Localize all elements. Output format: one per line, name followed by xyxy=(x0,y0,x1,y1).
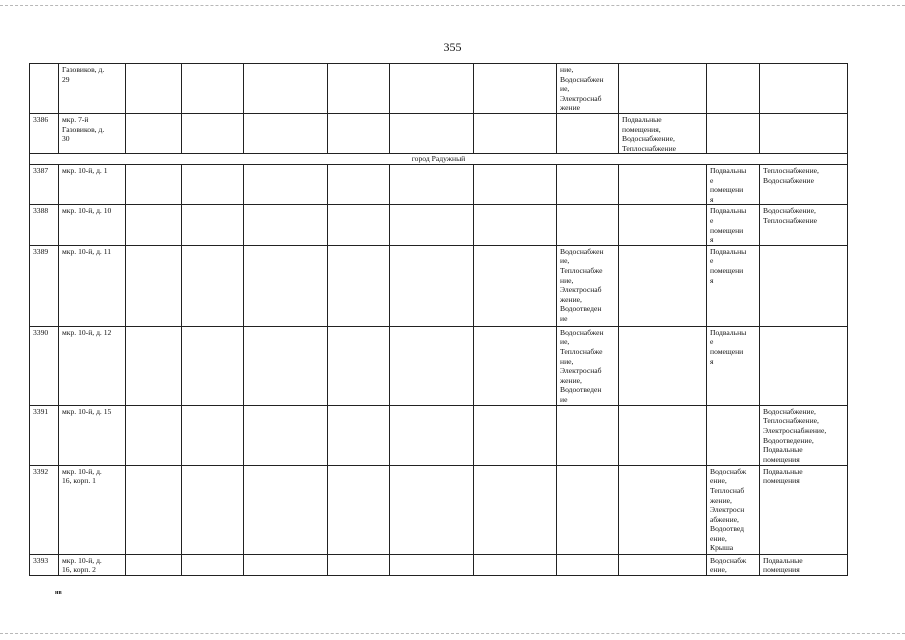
table-row xyxy=(30,465,848,554)
cell-col-9: Водоснабжен ие, Теплоснабже ние, Электроснаб жение, Водоотведен ие xyxy=(557,326,619,405)
cell-col-7 xyxy=(390,326,474,405)
cell-col-5 xyxy=(244,554,328,575)
cell-col-8 xyxy=(474,64,557,114)
table-row xyxy=(30,164,848,204)
cell-col-4 xyxy=(182,245,244,326)
section-title: город Радужный xyxy=(30,154,848,165)
cell-col-12: Водоснабжение, Теплоснабжение, Электроснабжение, Водоотведение, Подвальные помещения xyxy=(760,405,848,465)
cell-col-11: Подвальны е помещени я xyxy=(707,326,760,405)
cell-col-9: ние, Водоснабжен ие, Электроснаб жение xyxy=(557,64,619,114)
cell-col-12: Теплоснабжение, Водоснабжение xyxy=(760,164,848,204)
cell-col-11: Водоснабж ение, xyxy=(707,554,760,575)
cell-col-6 xyxy=(328,114,390,154)
cell-col-7 xyxy=(390,64,474,114)
cell-col-3 xyxy=(126,64,182,114)
cell-col-10: Подвальные помещения, Водоснабжение, Теплоснабжение xyxy=(619,114,707,154)
cell-col-9 xyxy=(557,205,619,245)
cell-col-3 xyxy=(126,554,182,575)
cell-col-11: Подвальны е помещени я xyxy=(707,164,760,204)
cell-col-6 xyxy=(328,465,390,554)
cell-col-4 xyxy=(182,64,244,114)
cell-col-8 xyxy=(474,245,557,326)
cell-col-6 xyxy=(328,64,390,114)
cell-address: мкр. 10-й, д. 11 xyxy=(59,245,126,326)
cell-record-number: 3387 xyxy=(30,164,59,204)
cell-col-11 xyxy=(707,405,760,465)
table-row xyxy=(30,64,848,114)
cell-col-12 xyxy=(760,64,848,114)
cell-record-number: 3389 xyxy=(30,245,59,326)
cell-col-10 xyxy=(619,164,707,204)
cell-col-5 xyxy=(244,205,328,245)
cell-col-3 xyxy=(126,405,182,465)
cell-col-10 xyxy=(619,554,707,575)
cell-col-4 xyxy=(182,405,244,465)
cell-col-3 xyxy=(126,114,182,154)
cell-col-5 xyxy=(244,465,328,554)
cell-col-7 xyxy=(390,205,474,245)
cell-col-8 xyxy=(474,554,557,575)
table-row xyxy=(30,554,848,575)
footer-mark: нв xyxy=(55,590,62,596)
cell-address: мкр. 10-й, д. 12 xyxy=(59,326,126,405)
cell-col-11: Водоснабж ение, Теплоснаб жение, Электросн абжение, Водоотвед ение, Крыша xyxy=(707,465,760,554)
cell-col-6 xyxy=(328,405,390,465)
cell-col-9: Водоснабжен ие, Теплоснабже ние, Электроснаб жение, Водоотведен ие xyxy=(557,245,619,326)
cell-record-number: 3386 xyxy=(30,114,59,154)
cell-col-5 xyxy=(244,245,328,326)
cell-col-6 xyxy=(328,164,390,204)
cell-record-number: 3391 xyxy=(30,405,59,465)
cell-col-7 xyxy=(390,554,474,575)
cell-col-5 xyxy=(244,405,328,465)
cell-col-4 xyxy=(182,114,244,154)
cell-col-7 xyxy=(390,164,474,204)
cell-col-4 xyxy=(182,326,244,405)
cell-col-3 xyxy=(126,326,182,405)
cell-address: мкр. 10-й, д. 10 xyxy=(59,205,126,245)
table-row xyxy=(30,405,848,465)
cell-col-8 xyxy=(474,405,557,465)
cell-col-3 xyxy=(126,205,182,245)
cell-col-12 xyxy=(760,114,848,154)
cell-address: мкр. 7-й Газовиков, д. 30 xyxy=(59,114,126,154)
cell-address: мкр. 10-й, д. 16, корп. 2 xyxy=(59,554,126,575)
cell-col-11: Подвальны е помещени я xyxy=(707,205,760,245)
cell-record-number: 3392 xyxy=(30,465,59,554)
page-number: 355 xyxy=(443,40,462,54)
cell-col-9 xyxy=(557,554,619,575)
cell-address: Газовиков, д. 29 xyxy=(59,64,126,114)
table-row xyxy=(30,245,848,326)
cell-col-8 xyxy=(474,465,557,554)
cell-col-8 xyxy=(474,326,557,405)
cell-col-12 xyxy=(760,326,848,405)
register-table xyxy=(29,63,848,576)
cell-col-6 xyxy=(328,326,390,405)
cell-col-7 xyxy=(390,114,474,154)
cell-col-4 xyxy=(182,164,244,204)
cell-col-6 xyxy=(328,554,390,575)
cell-col-8 xyxy=(474,114,557,154)
cell-col-10 xyxy=(619,245,707,326)
table-row xyxy=(30,326,848,405)
cell-col-6 xyxy=(328,205,390,245)
cell-col-5 xyxy=(244,164,328,204)
cell-col-12: Подвальные помещения xyxy=(760,554,848,575)
cell-address: мкр. 10-й, д. 1 xyxy=(59,164,126,204)
scan-edge-top xyxy=(0,5,905,6)
cell-col-10 xyxy=(619,465,707,554)
cell-col-4 xyxy=(182,465,244,554)
cell-col-12: Водоснабжение, Теплоснабжение xyxy=(760,205,848,245)
table-row xyxy=(30,205,848,245)
cell-col-10 xyxy=(619,405,707,465)
cell-col-9 xyxy=(557,114,619,154)
cell-address: мкр. 10-й, д. 16, корп. 1 xyxy=(59,465,126,554)
cell-col-5 xyxy=(244,64,328,114)
cell-col-11 xyxy=(707,64,760,114)
cell-col-7 xyxy=(390,405,474,465)
register-table-body xyxy=(30,64,848,576)
cell-col-8 xyxy=(474,205,557,245)
cell-col-12: Подвальные помещения xyxy=(760,465,848,554)
cell-col-11: Подвальны е помещени я xyxy=(707,245,760,326)
cell-col-10 xyxy=(619,205,707,245)
cell-record-number xyxy=(30,64,59,114)
cell-col-3 xyxy=(126,164,182,204)
cell-record-number: 3388 xyxy=(30,205,59,245)
cell-col-6 xyxy=(328,245,390,326)
cell-col-8 xyxy=(474,164,557,204)
cell-col-5 xyxy=(244,326,328,405)
cell-col-11 xyxy=(707,114,760,154)
scan-edge-bottom xyxy=(0,633,905,634)
table-row xyxy=(30,114,848,154)
cell-col-10 xyxy=(619,64,707,114)
cell-col-4 xyxy=(182,205,244,245)
cell-col-9 xyxy=(557,405,619,465)
cell-col-5 xyxy=(244,114,328,154)
cell-col-3 xyxy=(126,465,182,554)
cell-col-9 xyxy=(557,465,619,554)
cell-record-number: 3390 xyxy=(30,326,59,405)
cell-address: мкр. 10-й, д. 15 xyxy=(59,405,126,465)
cell-col-7 xyxy=(390,245,474,326)
cell-col-10 xyxy=(619,326,707,405)
section-row xyxy=(30,154,848,165)
cell-col-3 xyxy=(126,245,182,326)
cell-col-7 xyxy=(390,465,474,554)
cell-record-number: 3393 xyxy=(30,554,59,575)
cell-col-4 xyxy=(182,554,244,575)
cell-col-12 xyxy=(760,245,848,326)
cell-col-9 xyxy=(557,164,619,204)
